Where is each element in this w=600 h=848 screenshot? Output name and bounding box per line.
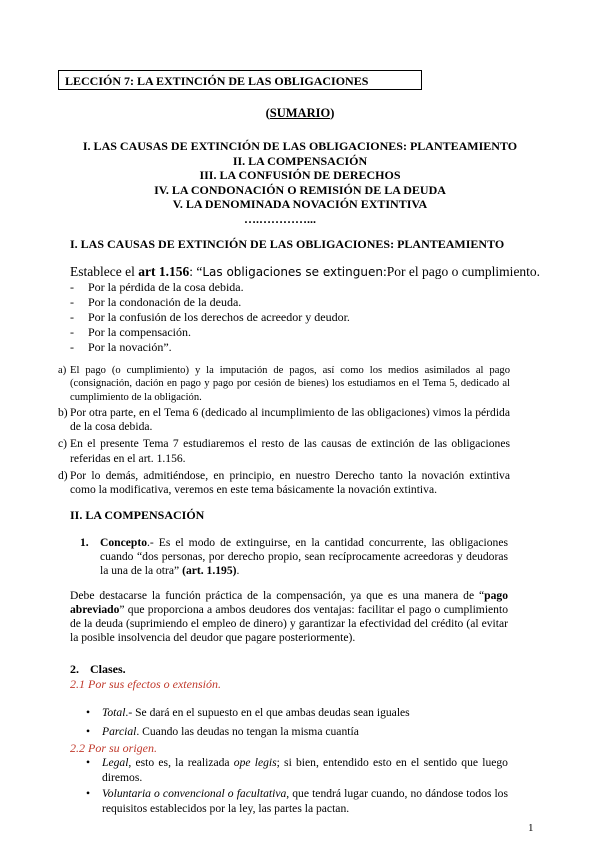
section1-heading: I. LAS CAUSAS DE EXTINCIÓN DE LAS OBLIGACIONES: PLANTEAMIENTO xyxy=(70,237,505,251)
section2-heading: II. LA COMPENSACIÓN xyxy=(70,508,205,522)
clases-heading: 2. Clases. xyxy=(70,662,126,676)
list-item: b) Por otra parte, en el Tema 6 (dedicado al incumplimiento de las obligaciones) vimos la pérdida de la cosa debida. xyxy=(58,405,510,434)
practical-function-paragraph: Debe destacarse la función práctica de la compensación, ya que es una manera de “pago abreviado” que proporciona a ambos deudores dos ventajas: facilitar el pago o cumplimiento de la deuda (suprimiendo el empleo de dinero) y garantizar la efectividad del crédito (al evitar la posible insolvencia del deudor que pagare posteriormente). xyxy=(70,589,508,644)
list-item: c) En el presente Tema 7 estudiaremos el resto de las causas de extinción de las obligaciones referidas en el art. 1.156. xyxy=(58,437,510,465)
effects-list xyxy=(86,706,506,739)
list-item: • Total.- Se dará en el supuesto en el que ambas deudas sean iguales xyxy=(86,706,410,719)
list-item: - Por la condonación de la deuda. xyxy=(70,295,242,309)
toc-item: V. LA DENOMINADA NOVACIÓN EXTINTIVA xyxy=(172,197,428,211)
intro-colon: : “ xyxy=(189,264,203,279)
intro-post: :Por el pago o cumplimiento. xyxy=(382,264,541,279)
concept-article: (art. 1.195) xyxy=(182,564,237,577)
origin-list xyxy=(86,756,508,816)
list-item: a) El pago (o cumplimiento) y la imputación de pagos, así como los medios asimilados al pago (consignación, dación en pago y pago por cesión de bienes) los estudiamos en el Tema 5, dedicado al cumplimiento de la obligación. xyxy=(58,365,510,403)
toc-ellipsis: ….…………... xyxy=(244,211,316,226)
list-item: - Por la confusión de los derechos de acreedor y deudor. xyxy=(70,310,350,324)
lesson-title: LECCIÓN 7: LA EXTINCIÓN DE LAS OBLIGACIONES xyxy=(58,70,422,90)
list-item: • Legal, esto es, la realizada ope legis; si bien, entendido esto en el sentido que luego diremos. xyxy=(86,756,508,784)
page-number: 1 xyxy=(528,822,534,834)
list-item: d) Por lo demás, admitiéndose, en principio, en nuestro Derecho tanto la novación extintiva como la modificativa, veremos en este tema básicamente la novación extintiva. xyxy=(58,469,510,497)
extinction-causes-list xyxy=(70,280,350,355)
concept-label: Concepto xyxy=(100,536,148,549)
letter-list xyxy=(58,364,510,498)
toc-item: I. LAS CAUSAS DE EXTINCIÓN DE LAS OBLIGACIONES: PLANTEAMIENTO xyxy=(82,139,518,153)
concept-number: 1. xyxy=(80,536,89,549)
bold-term: pago abreviado xyxy=(70,589,508,616)
subheading-effects: 2.1 Por sus efectos o extensión. xyxy=(70,677,221,691)
summary-open: ( xyxy=(265,106,270,120)
summary-label xyxy=(0,106,600,121)
intro-quote: Las obligaciones se extinguen xyxy=(202,265,383,279)
summary-close: ) xyxy=(330,106,335,120)
intro-pre: Establece el xyxy=(70,264,139,279)
toc-item: II. LA COMPENSACIÓN xyxy=(232,153,368,168)
list-item: - Por la pérdida de la cosa debida. xyxy=(70,280,244,294)
concept-text: .- Es el modo de extinguirse, en la cantidad concurrente, las obligaciones cuando “dos personas, por derecho propio, sean recíprocamente acreedoras y deudoras la una de la otra” xyxy=(100,536,508,577)
table-of-contents xyxy=(0,139,600,226)
list-item: • Voluntaria o convencional o facultativa, que tendrá lugar cuando, no dándose todos los requisitos establecidos por la ley, las partes la pactan. xyxy=(86,787,508,815)
subheading-origin: 2.2 Por su origen. xyxy=(70,741,157,755)
summary-text: SUMARIO xyxy=(269,106,331,120)
toc-item: III. LA CONFUSIÓN DE DERECHOS xyxy=(199,168,401,182)
list-item: • Parcial. Cuando las deudas no tengan la misma cuantía xyxy=(86,724,359,738)
section1-intro xyxy=(70,264,540,280)
list-item: - Por la novación”. xyxy=(70,340,172,354)
list-item: - Por la compensación. xyxy=(70,325,191,339)
intro-article: art 1.156 xyxy=(138,264,190,279)
concept-paragraph: 1. Concepto.- Es el modo de extinguirse, en la cantidad concurrente, las obligaciones cuando “dos personas, por derecho propio, sean recíprocamente acreedoras y deudoras la una de la otra” (art. 1.195). xyxy=(80,536,508,577)
toc-item: IV. LA CONDONACIÓN O REMISIÓN DE LA DEUDA xyxy=(154,182,446,197)
